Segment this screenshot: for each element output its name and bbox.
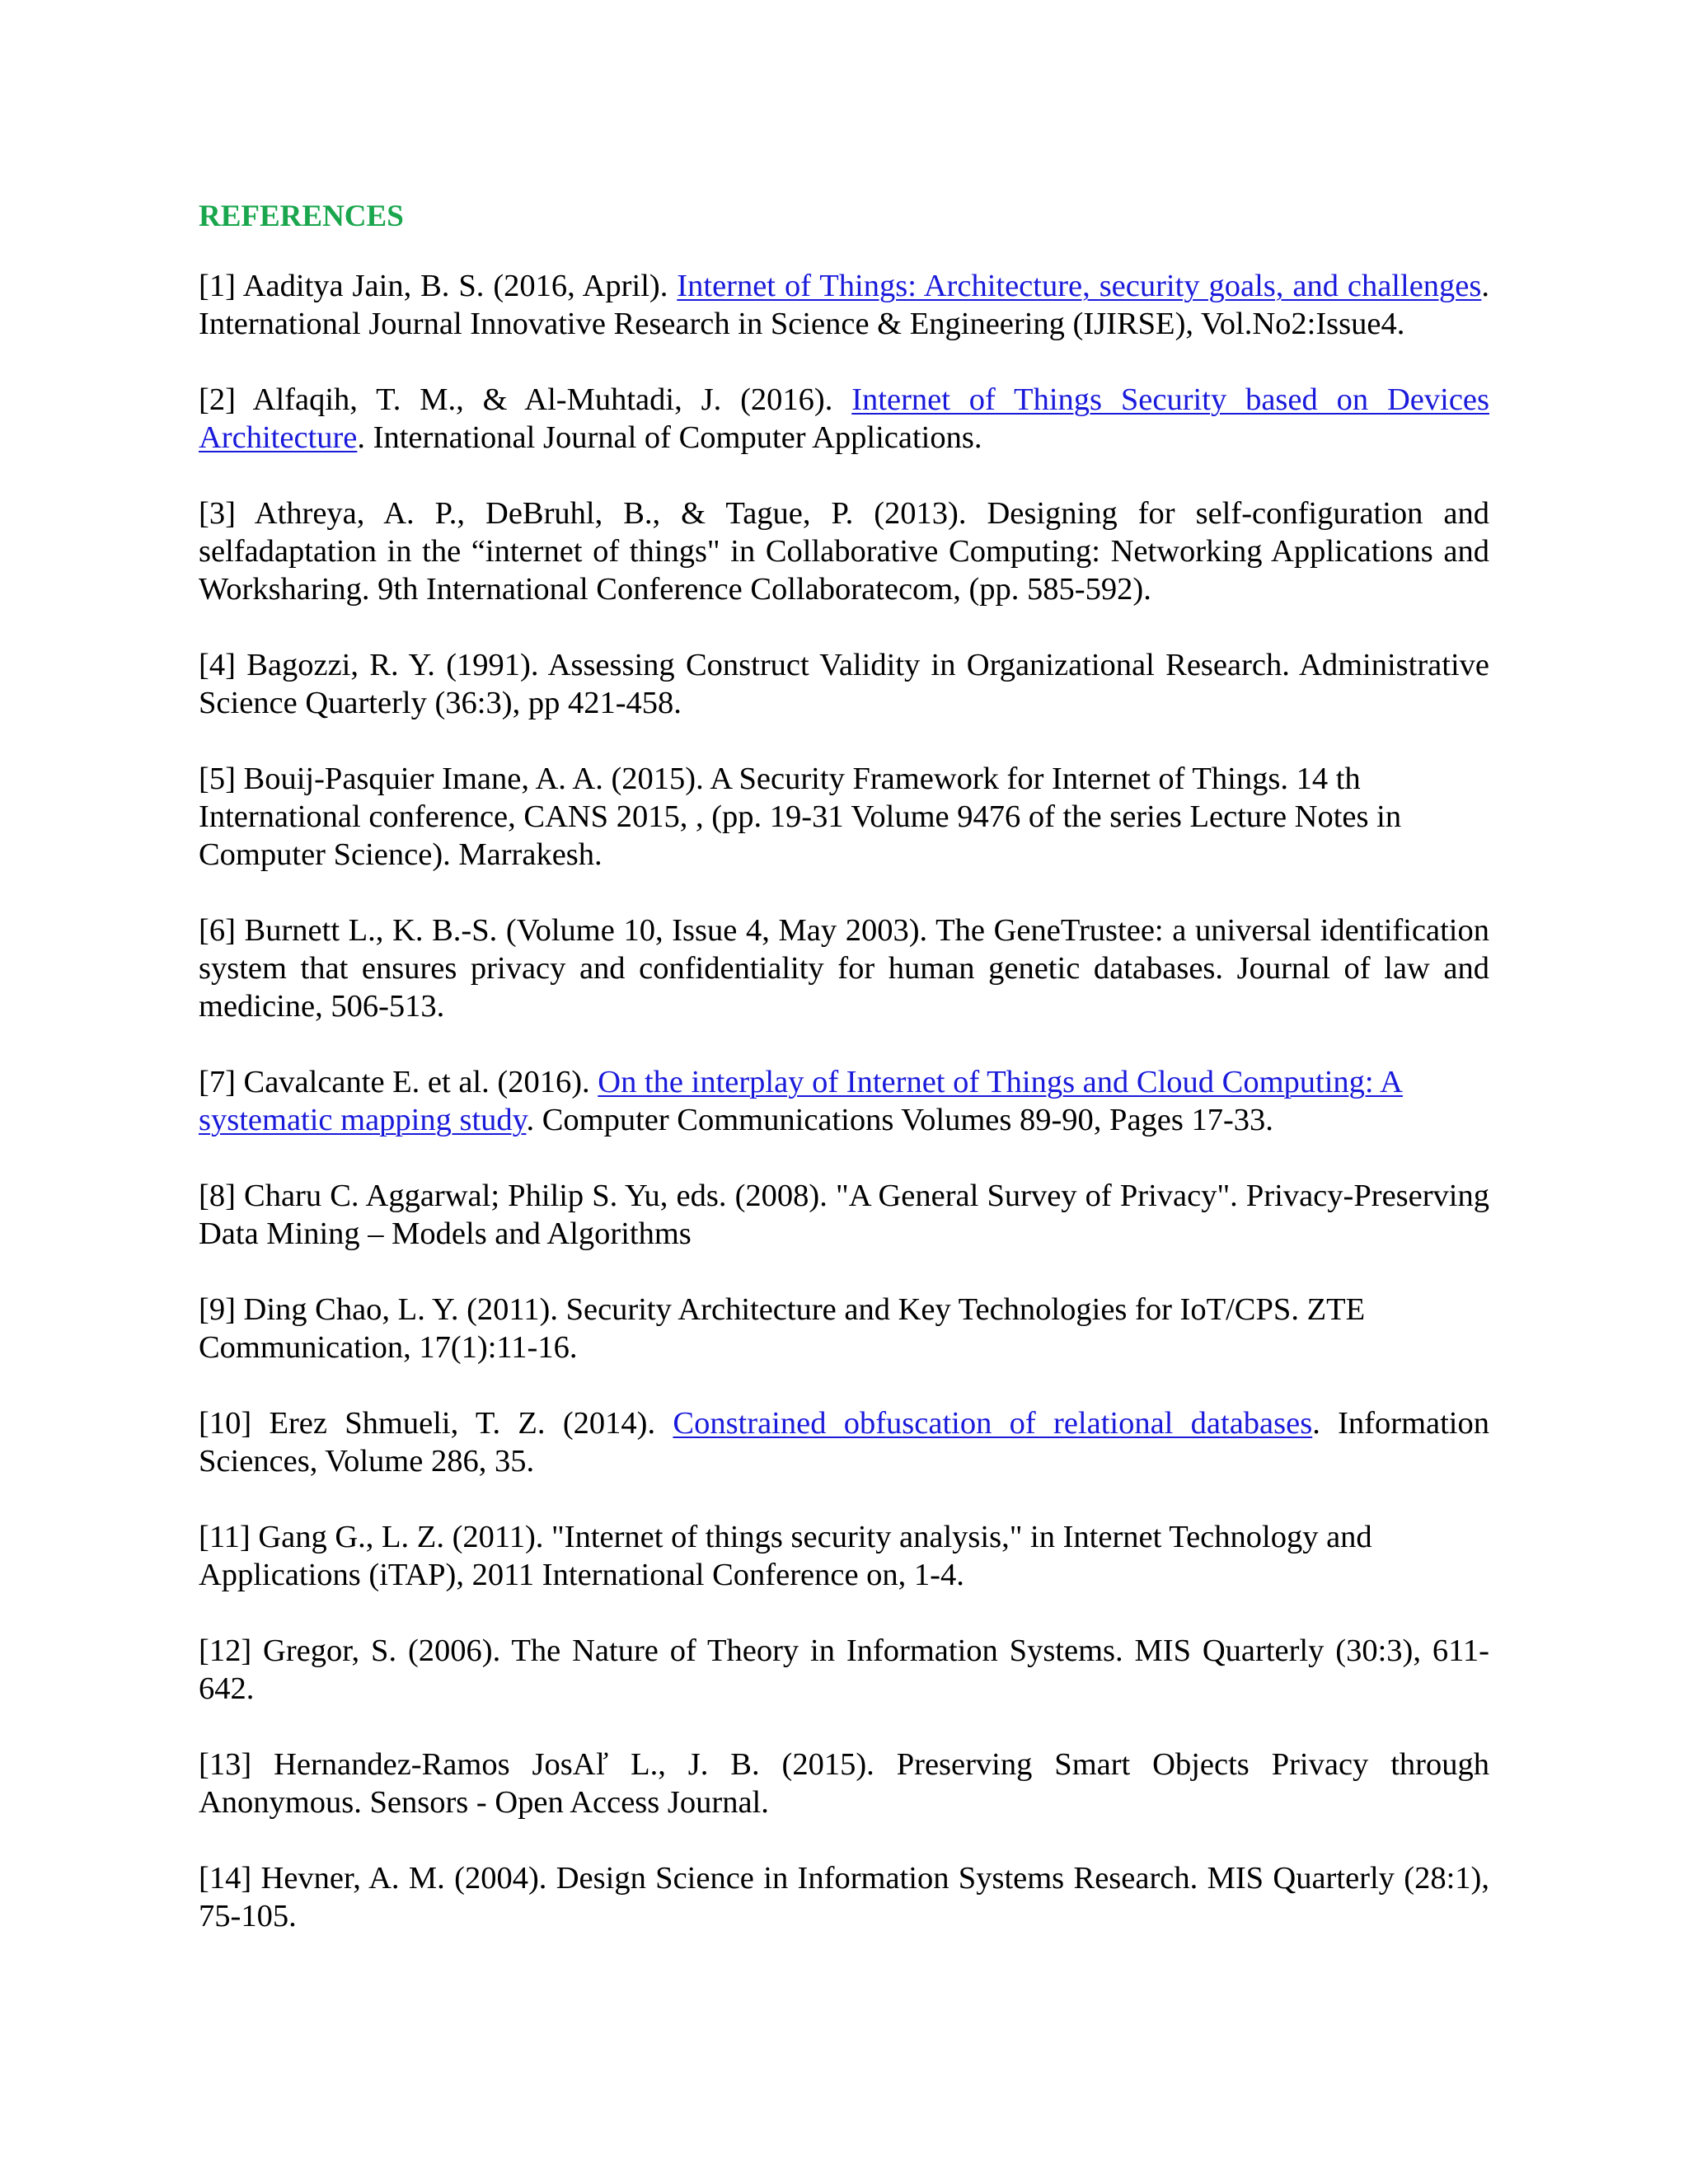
reference-number: [6]: [199, 913, 236, 948]
reference-text-tail: . International Journal Innovative Research in Science & Engineering (IJIRSE), Vol.No2:Issue4.: [199, 269, 1489, 341]
reference-item-3: [199, 494, 1489, 608]
reference-link[interactable]: On the interplay of Internet of Things and Cloud Computing: A systematic mapping study: [199, 1065, 1403, 1137]
reference-number: [2]: [199, 382, 236, 417]
reference-text: Burnett L., K. B.-S. (Volume 10, Issue 4, May 2003). The GeneTrustee: a universal identification system that ensures privacy and confidentiality for human genetic databases. Journal of law and medicine, 506-513.: [199, 913, 1489, 1024]
reference-number: [1]: [199, 269, 236, 303]
reference-text: Hevner, A. M. (2004). Design Science in Information Systems Research. MIS Quarterly (28:1), 75-105.: [199, 1861, 1489, 1933]
reference-text: Athreya, A. P., DeBruhl, B., & Tague, P. (2013). Designing for self-configuration and selfadaptation in the “internet of things" in Collaborative Computing: Networking Applications and Worksharing. 9th International Conference Collaboratecom, (pp. 585-592).: [199, 496, 1489, 607]
reference-number: [9]: [199, 1292, 236, 1327]
reference-item-5: [199, 760, 1489, 874]
reference-link[interactable]: Constrained obfuscation of relational databases: [673, 1406, 1313, 1441]
reference-number: [12]: [199, 1633, 252, 1668]
reference-number: [8]: [199, 1179, 236, 1213]
reference-item-1: [199, 267, 1489, 343]
reference-item-11: [199, 1518, 1489, 1594]
reference-text: Bagozzi, R. Y. (1991). Assessing Construct Validity in Organizational Research. Administrative Science Quarterly (36:3), pp 421-458.: [199, 648, 1489, 720]
reference-item-7: [199, 1063, 1489, 1139]
reference-item-8: [199, 1177, 1489, 1253]
reference-text: Aaditya Jain, B. S. (2016, April).: [235, 269, 678, 303]
reference-item-9: [199, 1291, 1489, 1366]
reference-text: Hernandez-Ramos JosAľ L., J. B. (2015). Preserving Smart Objects Privacy through Anonymous. Sensors - Open Access Journal.: [199, 1747, 1489, 1820]
reference-text-tail: . Information Sciences, Volume 286, 35.: [199, 1406, 1489, 1479]
reference-text: Bouij-Pasquier Imane, A. A. (2015). A Security Framework for Internet of Things. 14 th International conference, CANS 2015, , (pp. 19-31 Volume 9476 of the series Lecture Notes in Computer Science). Marrakesh.: [199, 762, 1402, 872]
reference-number: [7]: [199, 1065, 236, 1099]
reference-item-10: [199, 1404, 1489, 1480]
reference-item-4: [199, 646, 1489, 722]
references-heading: REFERENCES: [199, 199, 404, 233]
reference-text-tail: . International Journal of Computer Applications.: [357, 420, 982, 455]
reference-text: Gang G., L. Z. (2011). "Internet of things security analysis," in Internet Technology and Applications (iTAP), 2011 International Conference on, 1-4.: [199, 1520, 1372, 1592]
reference-number: [13]: [199, 1747, 252, 1782]
reference-text: Charu C. Aggarwal; Philip S. Yu, eds. (2008). "A General Survey of Privacy". Privacy-Preserving Data Mining – Models and Algorithms: [199, 1179, 1489, 1251]
references-page: [199, 198, 1489, 1973]
reference-text: Cavalcante E. et al. (2016).: [235, 1065, 598, 1099]
reference-number: [4]: [199, 648, 236, 682]
reference-text: Erez Shmueli, T. Z. (2014).: [251, 1406, 673, 1441]
reference-item-2: [199, 381, 1489, 457]
reference-text-tail: . Computer Communications Volumes 89-90, Pages 17-33.: [526, 1103, 1273, 1137]
reference-number: [10]: [199, 1406, 252, 1441]
reference-number: [5]: [199, 762, 236, 796]
reference-item-12: [199, 1632, 1489, 1708]
reference-item-13: [199, 1746, 1489, 1821]
reference-text: Alfaqih, T. M., & Al-Muhtadi, J. (2016).: [235, 382, 852, 417]
reference-number: [11]: [199, 1520, 251, 1554]
reference-item-6: [199, 912, 1489, 1025]
reference-link[interactable]: Internet of Things: Architecture, security goals, and challenges: [677, 269, 1482, 303]
reference-link[interactable]: Internet of Things Security based on Devices Architecture: [199, 382, 1489, 455]
reference-text: Gregor, S. (2006). The Nature of Theory in Information Systems. MIS Quarterly (30:3), 611-642.: [199, 1633, 1489, 1706]
reference-item-14: [199, 1859, 1489, 1935]
reference-number: [3]: [199, 496, 236, 531]
reference-text: Ding Chao, L. Y. (2011). Security Architecture and Key Technologies for IoT/CPS. ZTE Communication, 17(1):11-16.: [199, 1292, 1366, 1365]
reference-number: [14]: [199, 1861, 252, 1896]
